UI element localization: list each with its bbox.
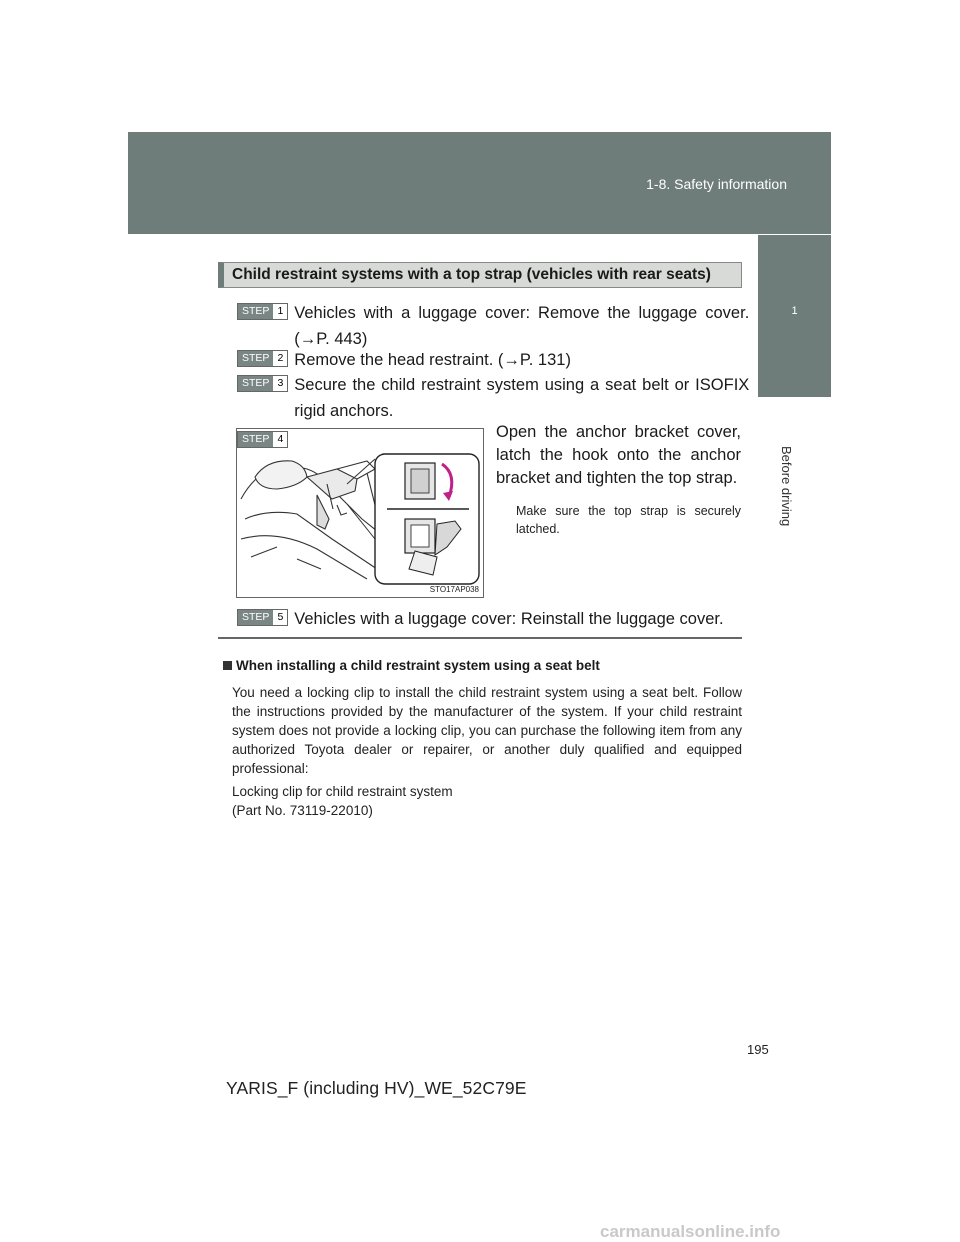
step-2-text: Remove the head restraint. (→P. 131) [294, 351, 571, 369]
step-4-note: Make sure the top strap is securely latched. [516, 504, 741, 536]
step-2 [237, 347, 749, 373]
section-heading: Child restraint systems with a top strap (vehicles with rear seats) [218, 262, 742, 288]
chapter-tab-number: 1 [758, 235, 831, 397]
step-badge: STEP 4 [237, 431, 288, 448]
note-title: When installing a child restraint system using a seat belt [223, 658, 600, 673]
step-badge: STEP 2 [237, 350, 288, 367]
step-3 [237, 372, 749, 424]
step-1 [237, 300, 749, 352]
step-4-text: Open the anchor bracket cover, latch the hook onto the anchor bracket and tighten the top strap. [496, 423, 741, 487]
anchor-bracket-illustration [236, 428, 484, 598]
section-label: 1-8. Safety information [646, 176, 787, 192]
step-1-text: Vehicles with a luggage cover: Remove the luggage cover. (→P. 443) [294, 304, 750, 348]
car-rear-illustration [237, 429, 484, 598]
step-badge: STEP 3 [237, 375, 288, 392]
note-body: You need a locking clip to install the child restraint system using a seat belt. Follow the instructions provided by the manufacturer of the system. If your child restraint system does not provide a locking clip, you can purchase the following item from any authorized Toyota dealer or repairer, or another duly qualified and equipped professional: [232, 685, 742, 776]
step-5 [237, 606, 774, 632]
step-4 [237, 424, 288, 448]
step-5-text: Vehicles with a luggage cover: Reinstall the luggage cover. [294, 610, 724, 628]
footer-code: YARIS_F (including HV)_WE_52C79E [226, 1078, 527, 1098]
page-number: 195 [747, 1042, 769, 1057]
header-band [128, 132, 831, 234]
step-3-text: Secure the child restraint system using a seat belt or ISOFIX rigid anchors. [294, 376, 750, 420]
step-badge: STEP 1 [237, 303, 288, 320]
figure-code: STO17AP038 [429, 585, 479, 594]
square-bullet-icon [223, 661, 232, 670]
watermark: carmanualsonline.info [600, 1222, 781, 1241]
chapter-tab-label: Before driving [779, 446, 794, 527]
section-divider [218, 637, 742, 639]
step-badge: STEP 5 [237, 609, 288, 626]
note-item: Locking clip for child restraint system (Part No. 73119-22010) [232, 784, 453, 818]
